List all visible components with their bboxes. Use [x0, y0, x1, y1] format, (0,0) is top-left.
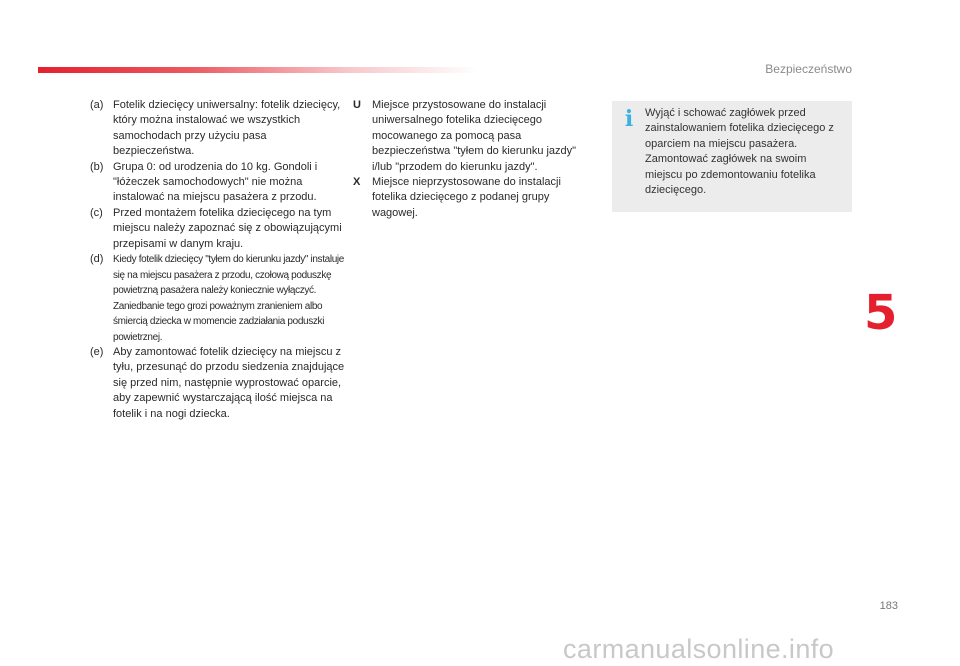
legend-item-label: X — [353, 176, 361, 189]
legend-item — [353, 175, 593, 221]
info-box-text: Wyjąć i schować zagłówek przed zainstalowaniem fotelika dziecięcego z oparciem na miejscu pasażera. Zamontować zagłówek na swoim miejscu po zdemontowaniu fotelika dziecięcego. — [645, 107, 834, 197]
list-item-label: (a) — [90, 99, 104, 111]
section-title: Bezpieczeństwo — [765, 62, 852, 76]
list-item-text: Fotelik dziecięcy uniwersalny: fotelik dziecięcy, który można instalować we wszystkich samochodach przy użyciu pasa bezpieczeństwa. — [113, 99, 341, 158]
legend-item-label: U — [353, 99, 361, 111]
legend-item-text: Miejsce nieprzystosowane do instalacji fotelika dziecięcego z podanej grupy wagowej. — [372, 176, 561, 219]
list-item-label: (e) — [90, 346, 104, 359]
list-item-label: (d) — [90, 253, 104, 266]
info-icon: i — [624, 106, 634, 132]
list-item — [90, 160, 350, 206]
left-column — [90, 98, 350, 422]
middle-column — [353, 98, 593, 221]
list-item-text: Grupa 0: od urodzenia do 10 kg. Gondoli i "łóżeczek samochodowych" nie można instalować na miejscu pasażera z przodu. — [113, 160, 318, 204]
list-item-label: (c) — [90, 206, 103, 219]
header-accent-bar — [38, 67, 478, 73]
list-item — [90, 345, 350, 422]
chapter-number: 5 — [864, 285, 898, 341]
list-item — [90, 98, 350, 160]
legend-item — [353, 98, 593, 175]
list-item-text: Aby zamontować fotelik dziecięcy na miejscu z tyłu, przesunąć do przodu siedzenia znajdujące się przed nim, następnie wyprostować oparcie, aby zapewnić wystarczającą ilość miejsca na fotelik i na nogi dziecka. — [113, 346, 345, 420]
watermark: carmanualsonline.info — [563, 634, 835, 664]
list-item — [90, 206, 350, 252]
list-item-text: Przed montażem fotelika dziecięcego na tym miejscu należy zapoznać się z obowiązującymi przepisami w danym kraju. — [113, 206, 342, 250]
list-item — [90, 252, 350, 345]
page-number: 183 — [879, 600, 898, 612]
list-item-text: Kiedy fotelik dziecięcy "tyłem do kierunku jazdy" instaluje się na miejscu pasażera z przodu, czołową poduszkę powietrzną pasażera należy koniecznie wyłączyć. Zaniedbanie tego grozi poważnym zranieniem albo śmiercią dziecka w momencie zadziałania poduszki powietrznej. — [113, 254, 345, 343]
legend-item-text: Miejsce przystosowane do instalacji uniwersalnego fotelika dziecięcego mocowanego za pomocą pasa bezpieczeństwa "tyłem do kierunku jazdy" i/lub "przodem do kierunku jazdy". — [372, 99, 577, 173]
list-item-label: (b) — [90, 160, 104, 173]
info-box — [612, 101, 852, 212]
